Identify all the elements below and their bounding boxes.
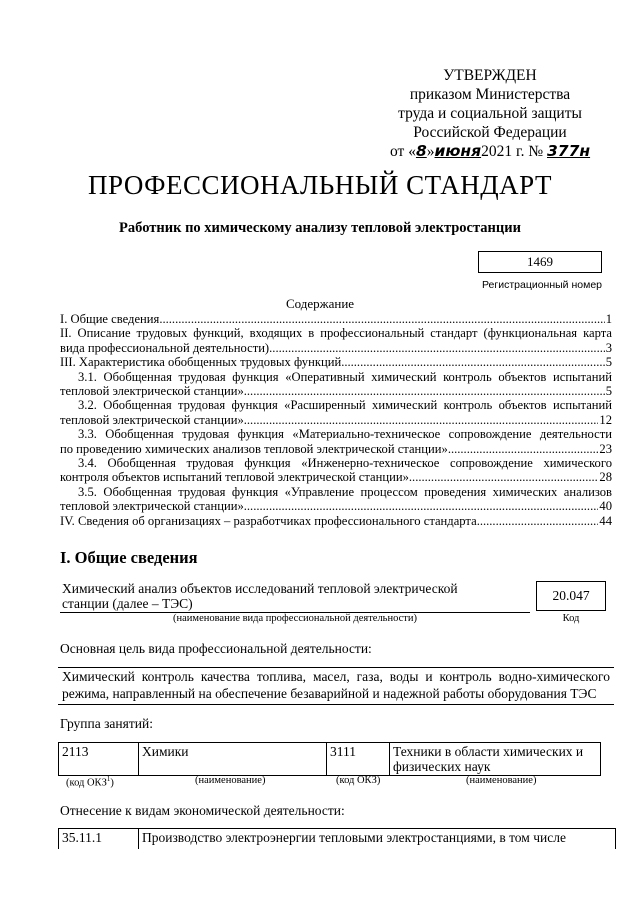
toc-item[interactable]: IV. Сведения об организациях – разработчиках профессионального стандарта ..... 44 [60,514,612,528]
toc-item[interactable]: 3.1. Обобщенная трудовая функция «Оперативный химический контроль объектов испытаний тепловой электрической станции» ..... 5 [60,370,612,399]
okz-name-cell: Техники в области химических и физических наук [390,743,601,776]
okved-code-cell: 35.11.1 [59,829,139,850]
group-caption-name: (наименование) [195,775,266,786]
group-caption-name-2: (наименование) [466,775,537,786]
table-row [59,829,616,850]
okz-code-cell: 3111 [327,743,390,776]
section-heading: I. Общие сведения [60,548,198,567]
okved-label: Отнесение к видам экономической деятельности: [60,803,345,818]
table-row [59,743,601,776]
occupation-group-table [58,742,601,776]
goal-text: Химический контроль качества топлива, масел, газа, воды и контроль водно-химического режима, направленный на обеспечение безаварийной и надежной работы оборудования ТЭС [62,669,610,701]
order-number: 377н [547,142,591,160]
approval-line-4: Российской Федерации [413,124,567,141]
toc-heading: Содержание [285,296,355,311]
code-caption: Код [562,613,580,624]
okz-name-cell: Химики [139,743,327,776]
approval-date [390,142,590,161]
toc-item[interactable]: 3.5. Обобщенная трудовая функция «Управление процессом проведения химических анализов тепловой электрической станции» ..... 40 [60,485,612,514]
toc-item[interactable]: 3.4. Обобщенная трудовая функция «Инженерно-техническое сопровождение химического контроля объектов испытаний тепловой электрической станции» ..... 28 [60,456,612,485]
table-of-contents [60,312,612,528]
date-day: 8 [415,142,427,160]
toc-item[interactable]: 3.3. Обобщенная трудовая функция «Материально-техническое сопровождение деятельности по проведению химических анализов тепловой электрической станции» ..... 23 [60,427,612,456]
group-label: Группа занятий: [60,716,153,731]
goal-label: Основная цель вида профессиональной деятельности: [60,641,372,656]
document-title: ПРОФЕССИОНАЛЬНЫЙ СТАНДАРТ [87,170,553,200]
approval-block [390,66,590,161]
approval-line-2: приказом Министерства [409,86,571,103]
approval-title: УТВЕРЖДЕН [443,67,537,84]
approval-line-3: труда и социальной защиты [398,105,582,122]
date-year: 2021 г. № [481,143,544,160]
toc-item[interactable]: 3.2. Обобщенная трудовая функция «Расширенный химический контроль объектов испытаний тепловой электрической станции» ..... 12 [60,398,612,427]
activity-name: Химический анализ объектов исследований тепловой электрической станции (далее – ТЭС) [62,581,458,611]
registration-number: 1469 [478,251,602,273]
toc-item[interactable]: II. Описание трудовых функций, входящих в профессиональный стандарт (функциональная карта вида профессиональной деятельности) ..... 3 [60,326,612,355]
date-prefix: от « [390,143,416,160]
okz-code-cell: 2113 [59,743,139,776]
document-subtitle: Работник по химическому анализу тепловой электростанции [119,220,521,236]
activity-caption: (наименование вида профессиональной деятельности) [173,613,417,624]
okved-name-cell: Производство электроэнергии тепловыми электростанциями, в том числе [139,829,616,850]
toc-item[interactable]: III. Характеристика обобщенных трудовых функций ..... 5 [60,355,612,369]
group-caption-code-2: (код ОКЗ) [336,775,381,786]
registration-label: Регистрационный номер [482,279,602,291]
toc-item[interactable]: I. Общие сведения ..... 1 [60,312,612,326]
date-month: июня [434,142,482,160]
date-mid: » [426,143,435,160]
okved-table [58,828,616,849]
activity-code: 20.047 [536,581,606,611]
group-caption-code: (код ОКЗ$^1$) [66,775,114,789]
